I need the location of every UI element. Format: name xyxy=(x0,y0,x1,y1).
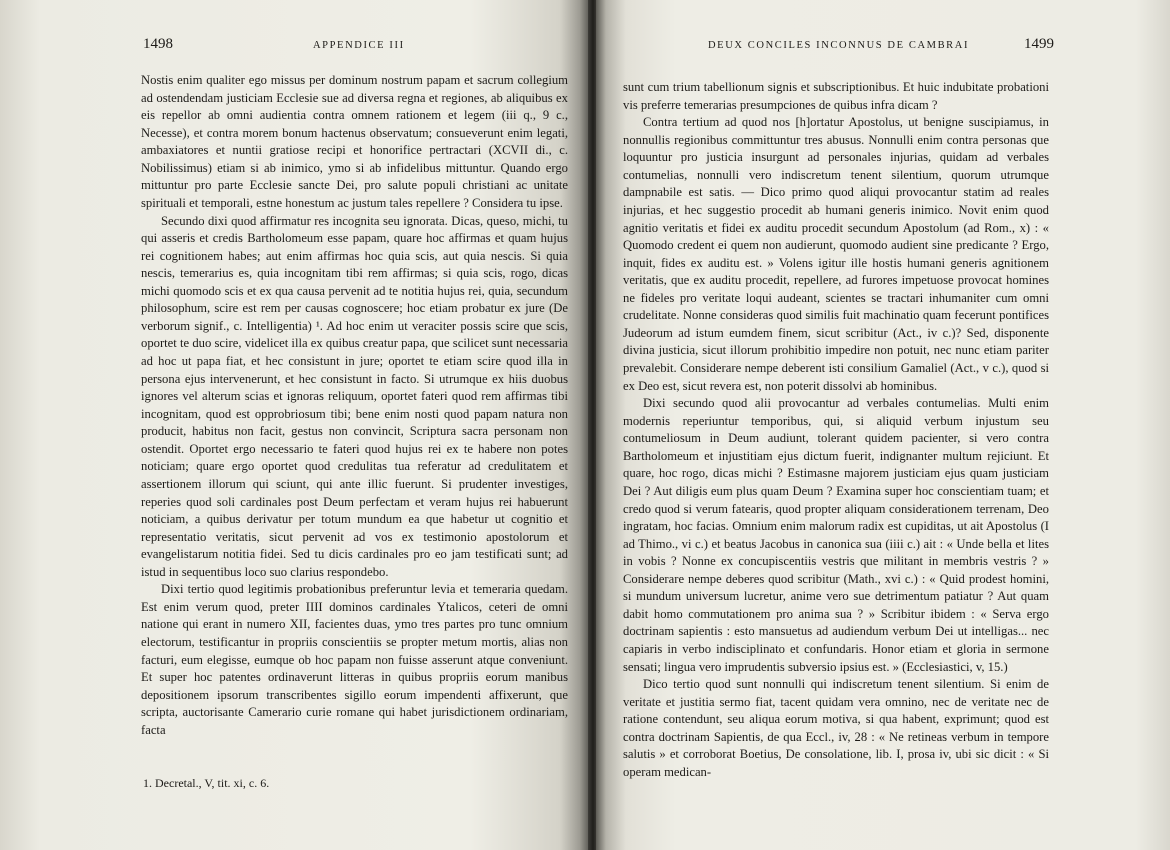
page-body xyxy=(623,79,1049,782)
paragraph: sunt cum trium tabellionum signis et subscriptionibus. Et huic indubitate probationi vis preferre temerarias presumpciones de quibus infra dicam ? xyxy=(623,80,1049,112)
page-number: 1498 xyxy=(143,36,173,52)
right-page xyxy=(596,0,1170,850)
running-head: APPENDICE III xyxy=(313,40,405,51)
paragraph: Nostis enim qualiter ego missus per dominum nostrum papam et sacrum collegium ad ostendendam justiciam Ecclesie sue ad diversa regna et regiones, ab aliquibus ex eis repellor ab omni audientia contra omnem rationem et legem (iii q., 9 c., Necesse), et contra morem bonum hactenus observatum; consueverunt enim legati, ambaxiatores et nuntii gratiose recipi et honorifice pertractari (XCVII di., c. Nobilissimus) etiam si ab inimico, ymo si ab infidelibus mittuntur. Quando ergo mittuntur pro parte Ecclesie sancte Dei, pro salute populi christiani ac unitate spirituali et temporali, estne honestum ac justum tales repellere ? Considera tu ipse. xyxy=(141,73,568,210)
paragraph: Dico tertio quod sunt nonnulli qui indiscretum tenent silentium. Si enim de veritate et justitia sermo fiat, tacent quidam vera omnino, nec de veritate nec de ratione contendunt, seu aliqua eorum motiva, si qua habent, exprimunt; quod est contra doctrinam Sapientis, de qua Eccl., iv, 28 : « Ne retineas verbum in tempore salutis » et corroborat Boetius, De consolatione, lib. I, prosa iv, ubi sic dicit : « Si operam medican- xyxy=(623,677,1049,779)
paragraph: Contra tertium ad quod nos [h]ortatur Apostolus, ut benigne suscipiamus, in nonnullis regionibus committuntur tres abusus. Nonnulli enim contra personas que loquuntur pro justicia insurgunt ad personales injurias, quidam ad verbales contumelias, nonnulli vero indiscretum tenent silentium, quorum utrumque dampnabile est satis. — Dico primo quod aliqui provocantur statim ad reales injurias, et hec suggestio procedit ab humani generis inimico. Novit enim quod agnitio veritatis et fidei ex auditu procedit secundum Apostolum (ad Rom., x) : « Quomodo credent ei quem non audierunt, quomodo audient sine predicante ? Ergo, inquit, fides ex auditu est. » Volens igitur ille hostis humani generis agnitionem veritatis, que ex auditu procedit, repellere, ad furores impetuose provocat homines ne fideles pro veritate loqui audeant, scientes se tractari inhumaniter cum omni crudelitate. Nonne consideras quod similis fuit machinatio quam fecerunt pontifices Judeorum ad istum eumdem finem, sicut scribitur (Act., iv c.)? Sed, disponente divina justicia, sicut illorum prohibitio impedire non potuit, nec nunc etiam pariter prevalebit. Considerare nempe deberent isti consilium Gamaliel (Act., v c.), quod si ex Deo est, sicut revera est, non poterit dissolvi ab hominibus. xyxy=(623,115,1049,393)
paragraph: Secundo dixi quod affirmatur res incognita seu ignorata. Dicas, queso, michi, tu qui asseris et credis Bartholomeum esse papam, quare hoc affirmas et quam hujus rei cognitionem habes; aut enim affirmas hoc quia scis, aut quia nescis. Si quia nescis, temerarius es, quia incognitam tibi rem affirmas; si quia scis, rogo, dicas michi quomodo scis et ex qua causa pervenit ad te notitia hujus rei, quia, secundum philosophum, scire est rem per causas cognoscere; hoc etiam probatur ex jure (De verborum signif., c. Intelligentia) ¹. Ad hoc enim ut veraciter possis scire que scis, oportet te duo scire, videlicet illa ex quibus creatur papa, que scilicet sunt necessaria ad hoc ut papa fiat, et hec consistunt in jure; oportet te etiam scire quod illa in persona ejus intervenerunt, et hec consistunt in facto. Si utrumque ex hiis duobus ignores vel alterum scias et ignoras reliquum, oportet fateri quod rem affirmas tibi incognitam, quod est opprobriosum tibi; bene enim nosti quod papam natura non producit, habitus non facit, gestus non convincit, Scriptura sacra personam non ostendit. Oportet ergo necessario te fateri quod hujus rei ex te habere non potes noticiam; quare ergo oportet quod credulitas tua referatur ad credulitatem et assertionem illorum qui sciunt, qui ante illic fuerunt. Si prudenter investiges, reperies quod soli cardinales post Deum perfectam et veram hujus rei habuerunt noticiam, a quibus derivatur per totum mundum ea que habetur ut cognitio et representatio veritatis, sicut pervenit ad vos ex testimonio apostolorum et evangelistarum notitia fidei. Sed tu dicis cardinales pro eo jam testificati sunt; ad istud in sequentibus loco suo clarius respondebo. xyxy=(141,213,568,579)
footnote: 1. Decretal., V, tit. xi, c. 6. xyxy=(143,776,270,790)
running-head: DEUX CONCILES INCONNUS DE CAMBRAI xyxy=(708,40,970,51)
paragraph: Dixi tertio quod legitimis probationibus preferuntur levia et temeraria quedam. Est enim verum quod, preter IIII dominos cardinales Ytalicos, ceteri de omni natione qui erant in numero XII, facientes duas, ymo tres partes pro tunc omnium electorum, testificantur in propriis conscientiis se propter metum mortis, alias non facturi, eum elegisse, eumque ob hoc papam non fuisse asserunt atque conveniunt. Et super hoc patentes ordinaverunt litteras in quibus propriis eorum manibus depositionem ipsorum transcribentes sigillo eorum impendenti affixerunt, que scripta, auctorisante Camerario curie romane qui habet jurisdictionem ordinariam, facta xyxy=(141,582,568,737)
paragraph: Dixi secundo quod alii provocantur ad verbales contumelias. Multi enim modernis reperiuntur temporibus, qui, si aliquid verbum injustum seu contumeliosum in Deum audiunt, tolerant quidem pacienter, si vero contra Bartholomeum et injustitiam ejus dictum fuerit, indignanter multum rejiciunt. Et quare, hoc rogo, dicas michi ? Estimasne majorem justiciam ejus quam justiciam Dei ? Aut diligis eum plus quam Deum ? Examina super hoc conscientiam tuam; et credo quod si verum fatearis, quod propter aliquam considerationem terrenam, Deo ingratam, hoc facias. Omnium enim malorum radix est cupiditas, ut ait Apostolus (I ad Thimo., vi c.) et beatus Jacobus in canonica sua (iiii c.) ait : « Unde bella et lites in vobis ? Nonne ex concupiscentiis vestris que militant in membris vestris ? » Considerare nempe deberes quod scribitur (Math., xvi c.) : « Quid prodest homini, si mundum universum lucretur, anime vero sue detrimentum patiatur ? Aut quam dabit homo commutationem pro anima sua ? » Scribitur ibidem : « Serva ergo doctrinam sapientis : esto mansuetus ad audiendum verbum Dei ut intelligas... nec capiaris in verbo indisciplinato et confundaris. Honor etiam et gloria in sermone sensati; lingua vero imprudentis subversio ipsius est. » (Ecclesiastici, v, 15.) xyxy=(623,396,1049,674)
page-number: 1499 xyxy=(1024,36,1054,52)
page-body xyxy=(141,72,568,739)
